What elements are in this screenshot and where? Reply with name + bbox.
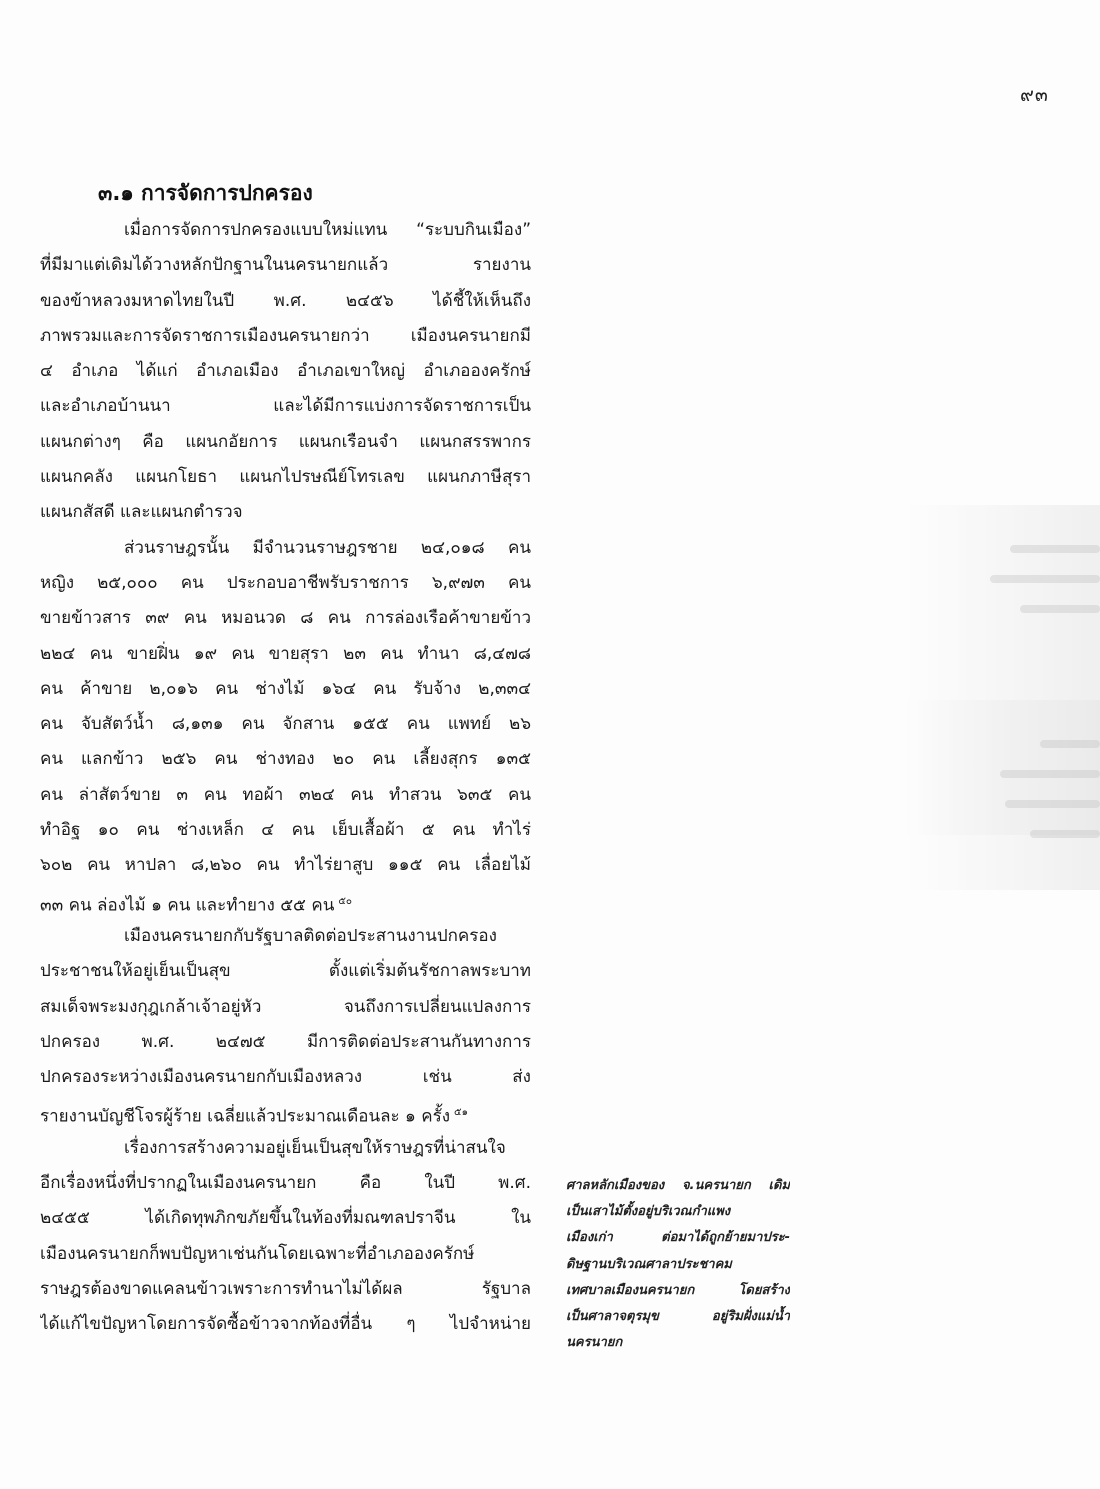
text-line: ปกครองระหว่างเมืองนครนายกกับเมืองหลวง เช่น ส่ง xyxy=(40,1067,531,1088)
caption-line: เมืองเก่า ต่อมาได้ถูกย้ายมาประ- xyxy=(566,1230,790,1246)
footnote-marker: ๕๐ xyxy=(338,895,352,907)
bleed-text-mark xyxy=(1010,545,1100,553)
text-line: อีกเรื่องหนึ่งที่ปรากฏในเมืองนครนายก คือ ในปี พ.ศ. xyxy=(40,1173,531,1194)
text-line: คน ค้าขาย ๒,๐๑๖ คน ช่างไม้ ๑๖๔ คน รับจ้าง ๒,๓๓๔ xyxy=(40,678,531,699)
caption-line: ศาลหลักเมืองของ จ.นครนายก เดิม xyxy=(566,1178,790,1193)
page-number: ๙๓ xyxy=(1020,84,1049,106)
photo-caption xyxy=(566,1173,790,1356)
text-line: ประชาชนให้อยู่เย็นเป็นสุข ตั้งแต่เริ่มต้นรัชกาลพระบาท xyxy=(40,961,531,982)
text-line: เมืองนครนายกก็พบปัญหาเช่นกันโดยเฉพาะที่อำเภอองครักษ์ xyxy=(40,1243,475,1264)
paragraph-population xyxy=(40,531,531,919)
text-line: และอำเภอบ้านนา และได้มีการแบ่งการจัดราชการเป็น xyxy=(40,396,531,417)
bleed-text-mark xyxy=(990,575,1100,583)
text-line: หญิง ๒๕,๐๐๐ คน ประกอบอาชีพรับราชการ ๖,๙๗๓ คน xyxy=(40,572,531,593)
caption-line: นครนายก xyxy=(566,1335,623,1351)
caption-line: เป็นเสาไม้ตั้งอยู่บริเวณกำแพง xyxy=(566,1204,731,1220)
section-heading: ๓.๑ การจัดการปกครอง xyxy=(98,181,313,205)
text-line: ปกครอง พ.ศ. ๒๔๗๕ มีการติดต่อประสานกันทางการ xyxy=(40,1031,531,1052)
text-line: แผนกคลัง แผนกโยธา แผนกไปรษณีย์โทรเลข แผนกภาษีสุรา xyxy=(40,467,531,488)
bleed-through-shadow xyxy=(905,700,1100,890)
paragraph-coordination xyxy=(40,919,531,1131)
text-line: ๒๔๕๕ ได้เกิดทุพภิกขภัยขึ้นในท้องที่มณฑลปราจีน ใน xyxy=(40,1208,531,1229)
text-line: สมเด็จพระมงกุฎเกล้าเจ้าอยู่หัว จนถึงการเปลี่ยนแปลงการ xyxy=(40,996,531,1017)
bleed-text-mark xyxy=(1020,605,1100,613)
paragraph-famine xyxy=(40,1131,531,1343)
text-line: เมืองนครนายกกับรัฐบาลติดต่อประสานงานปกครอง xyxy=(124,925,497,946)
text-line xyxy=(40,884,531,919)
bleed-text-mark xyxy=(1040,740,1100,748)
text-line: เมื่อการจัดการปกครองแบบใหม่แทน “ระบบกินเมือง” xyxy=(124,220,531,240)
caption-line: เทศบาลเมืองนครนายก โดยสร้าง xyxy=(566,1282,790,1298)
text-line: ทำอิฐ ๑๐ คน ช่างเหล็ก ๔ คน เย็บเสื้อผ้า ๕ คน ทำไร่ xyxy=(40,820,531,841)
text-line: ๒๒๔ คน ขายฝิ่น ๑๙ คน ขายสุรา ๒๓ คน ทำนา ๘,๔๗๘ xyxy=(40,643,531,664)
bleed-text-mark xyxy=(1030,830,1100,838)
text-line: ภาพรวมและการจัดราชการเมืองนครนายกว่า เมืองนครนายกมี xyxy=(40,325,531,346)
text-line: คน ล่าสัตว์ขาย ๓ คน ทอผ้า ๓๒๔ คน ทำสวน ๖๓๕ คน xyxy=(40,784,531,805)
caption-line: ดิษฐานบริเวณศาลาประชาคม xyxy=(566,1256,732,1272)
text-line: ๖๐๒ คน หาปลา ๘,๒๖๐ คน ทำไร่ยาสูบ ๑๑๕ คน เลื่อยไม้ xyxy=(40,855,531,876)
paragraph-administration xyxy=(40,213,531,531)
text-line xyxy=(40,1095,531,1130)
bleed-text-mark xyxy=(1005,800,1100,808)
text-line: เรื่องการสร้างความอยู่เย็นเป็นสุขให้ราษฎรที่น่าสนใจ xyxy=(124,1137,506,1158)
text-line: แผนกสัสดี และแผนกตำรวจ xyxy=(40,502,243,523)
text-line: ขายข้าวสาร ๓๙ คน หมอนวด ๘ คน การล่องเรือค้าขายข้าว xyxy=(40,608,531,629)
text-line: ได้แก้ไขปัญหาโดยการจัดซื้อข้าวจากท้องที่อื่น ๆ ไปจำหน่าย xyxy=(40,1314,531,1335)
text-line: ๔ อำเภอ ได้แก่ อำเภอเมือง อำเภอเขาใหญ่ อำเภอองครักษ์ xyxy=(40,361,531,382)
text-line: ราษฎรต้องขาดแคลนข้าวเพราะการทำนาไม่ได้ผล รัฐบาล xyxy=(40,1278,531,1299)
text-line-content: ๓๓ คน ล่องไม้ ๑ คน และทำยาง ๕๕ คน xyxy=(40,895,335,916)
text-line: ของข้าหลวงมหาดไทยในปี พ.ศ. ๒๔๕๖ ได้ชี้ให้เห็นถึง xyxy=(40,290,531,311)
text-line: แผนกต่างๆ คือ แผนกอัยการ แผนกเรือนจำ แผนกสรรพากร xyxy=(40,431,531,452)
footnote-marker: ๕๑ xyxy=(454,1107,468,1119)
text-line: คน จับสัตว์น้ำ ๘,๑๓๑ คน จักสาน ๑๕๕ คน แพทย์ ๒๖ xyxy=(40,714,531,735)
caption-line: เป็นศาลาจตุรมุข อยู่ริมฝั่งแม่น้ำ xyxy=(566,1308,790,1324)
text-line: คน แลกข้าว ๒๕๖ คน ช่างทอง ๒๐ คน เลี้ยงสุกร ๑๓๕ xyxy=(40,749,531,770)
text-line-content: รายงานบัญชีโจรผู้ร้าย เฉลี่ยแล้วประมาณเดือนละ ๑ ครั้ง xyxy=(40,1107,451,1128)
text-line: ส่วนราษฎรนั้น มีจำนวนราษฎรชาย ๒๔,๐๑๘ คน xyxy=(124,537,531,558)
text-line: ที่มีมาแต่เดิมได้วางหลักปักฐานในนครนายกแล้ว รายงาน xyxy=(40,255,531,276)
bleed-text-mark xyxy=(1000,770,1100,778)
body-text xyxy=(40,213,531,1343)
